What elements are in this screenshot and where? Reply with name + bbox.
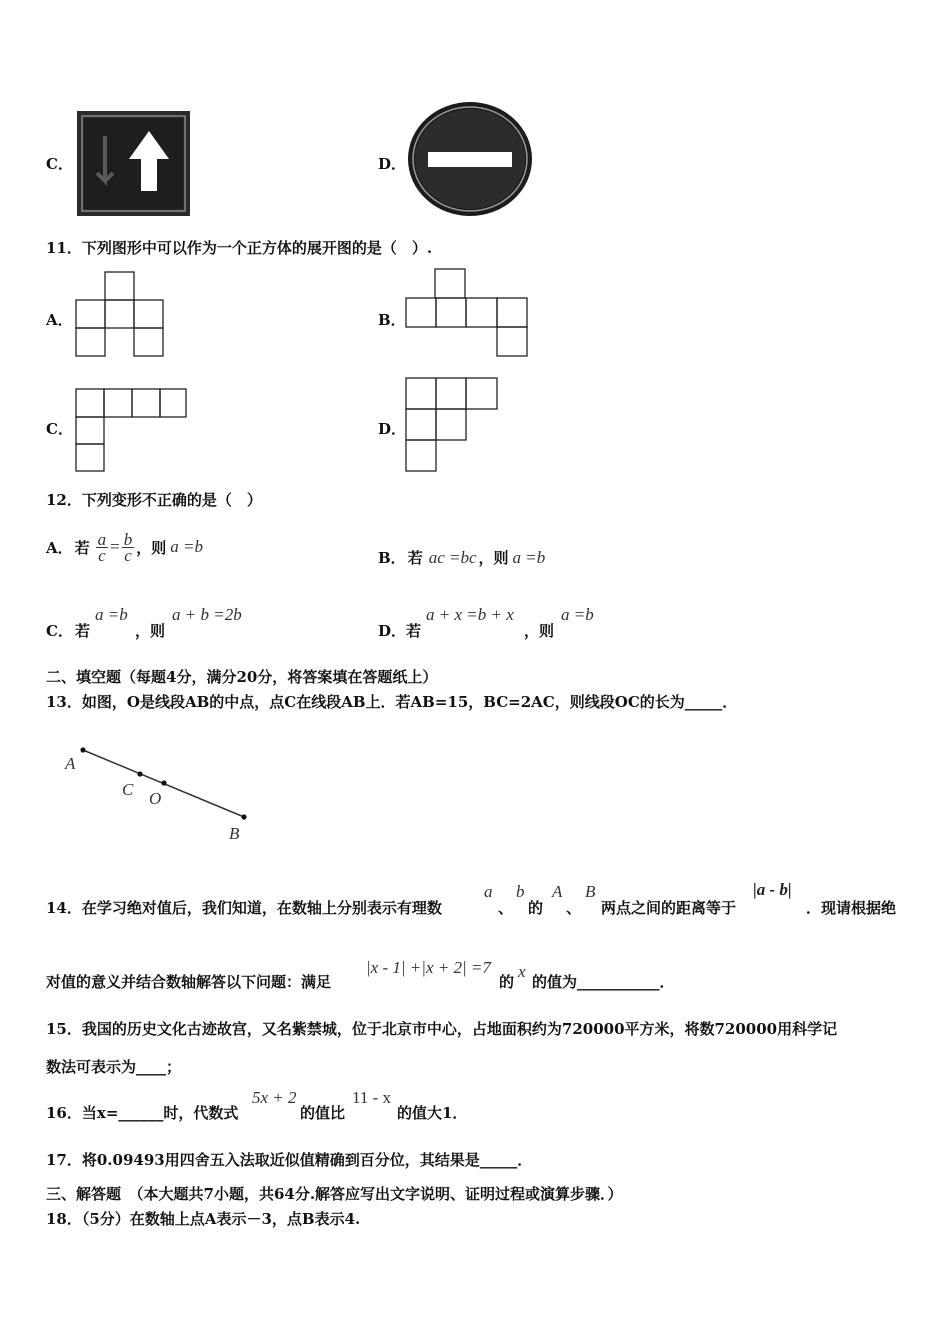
q12-a-then: ，则	[136, 538, 167, 557]
q14-line2-b: 的	[499, 973, 515, 991]
q13-segment-diagram	[60, 740, 260, 854]
q12-a-num1: a	[97, 529, 107, 549]
q12-a-den2: c	[124, 545, 132, 565]
q10-option-c-label: C．	[46, 155, 73, 173]
q12-d-conclusion: a =b	[561, 605, 594, 624]
q16-expr1: 5x + 2	[252, 1088, 297, 1107]
up-arrow-sign-icon	[77, 111, 190, 220]
point-o	[161, 780, 166, 785]
q14-line2-a: 对值的意义并结合数轴解答以下问题：满足	[46, 973, 332, 991]
q11-stem: 11．下列图形中可以作为一个正方体的展开图的是（ ）.	[46, 239, 433, 257]
q12-d-ruo: 若	[406, 622, 422, 640]
label-c: C	[122, 780, 134, 799]
q14-x: x	[518, 962, 526, 981]
q17-text: 17．将0.09493用四舍五入法取近似值精确到百分位，其结果是_____．	[46, 1151, 533, 1169]
q11-net-d	[404, 376, 502, 474]
label-o: O	[149, 789, 162, 808]
q12-a-label: A．	[46, 538, 73, 557]
q11-net-b	[404, 267, 530, 359]
q12-b-then: ，则	[478, 549, 509, 567]
q14-abs-expression: |a - b|	[753, 880, 792, 899]
q14-a: a	[484, 882, 493, 901]
q12-a-eq: =	[110, 537, 120, 556]
section-3-heading: 三、解答题 （本大题共7小题，共64分.解答应写出文字说明、证明过程或演算步骤．）	[46, 1185, 623, 1203]
q12-a-frac1	[96, 529, 109, 565]
label-a: A	[65, 754, 76, 773]
q12-c-label: C．	[46, 622, 73, 640]
q10-option-d-label: D．	[378, 155, 407, 173]
q14-b: b	[516, 882, 525, 901]
q11-option-b-label: B．	[378, 311, 406, 329]
label-b: B	[229, 824, 240, 843]
q14-line1-a: 14．在学习绝对值后，我们知道，在数轴上分别表示有理数	[46, 899, 442, 917]
q16-part-a: 16．当x=______时，代数式	[46, 1104, 239, 1122]
q12-b-condition: ac =bc	[428, 547, 477, 567]
q11-option-c-label: C．	[46, 420, 73, 438]
q12-c-condition: a =b	[95, 605, 128, 624]
q12-c-ruo: 若	[75, 622, 91, 640]
q12-option-b	[378, 547, 545, 568]
q12-d-label: D．	[378, 622, 407, 640]
q14-sep1: 、	[498, 899, 514, 917]
point-b	[241, 814, 246, 819]
q12-stem: 12．下列变形不正确的是（ ）	[46, 491, 262, 509]
q12-c-conclusion: a + b =2b	[172, 605, 242, 624]
q12-a-num2: b	[123, 529, 133, 549]
q12-option-a	[46, 522, 203, 572]
q11-option-a-label: A．	[46, 311, 73, 329]
q14-point-a: A	[552, 882, 563, 901]
q15-line2: 数法可表示为____；	[46, 1058, 182, 1076]
q12-a-ruo: 若	[74, 538, 90, 557]
q18-text: 18．（5分）在数轴上点A表示－3，点B表示4.	[46, 1210, 361, 1228]
q14-line2-c: 的值为___________．	[532, 973, 675, 991]
q14-de: 的	[528, 899, 544, 917]
q12-c-then: ，则	[135, 622, 166, 640]
q14-point-b: B	[585, 882, 596, 901]
q14-line1-b: 两点之间的距离等于	[601, 899, 737, 917]
point-a	[80, 747, 85, 752]
point-c	[137, 771, 142, 776]
q14-sep2: 、	[566, 899, 582, 917]
q12-a-frac2	[122, 529, 135, 565]
q12-b-ruo: 若	[407, 549, 423, 567]
q12-b-label: B．	[378, 549, 406, 567]
q11-net-c	[74, 387, 190, 475]
no-entry-sign-icon	[406, 100, 534, 222]
q14-equation: |x - 1| +|x + 2| =7	[366, 958, 491, 977]
section-2-heading: 二、填空题（每题4分，满分20分，将答案填在答题纸上）	[46, 668, 438, 686]
q12-b-conclusion: a =b	[512, 547, 546, 567]
q12-d-condition: a + x =b + x	[426, 605, 514, 624]
q13-stem: 13．如图，O是线段AB的中点，点C在线段AB上．若AB=15，BC=2AC，则线段OC的长为_____．	[46, 693, 738, 711]
q11-net-a	[74, 271, 166, 359]
q12-a-conclusion: a =b	[170, 537, 203, 556]
q15-line1: 15．我国的历史文化古迹故宫，又名紫禁城，位于北京市中心，占地面积约为720000平方米，将数720000用科学记	[46, 1020, 838, 1038]
q14-line1-c: ．现请根据绝	[806, 899, 897, 917]
q12-a-den1: c	[98, 545, 106, 565]
q16-part-b: 的值比	[300, 1104, 346, 1122]
q12-d-then: ，则	[524, 622, 555, 640]
q11-option-d-label: D．	[378, 420, 407, 438]
q16-part-c: 的值大1．	[397, 1104, 468, 1122]
q16-expr2: 11 - x	[352, 1088, 392, 1107]
